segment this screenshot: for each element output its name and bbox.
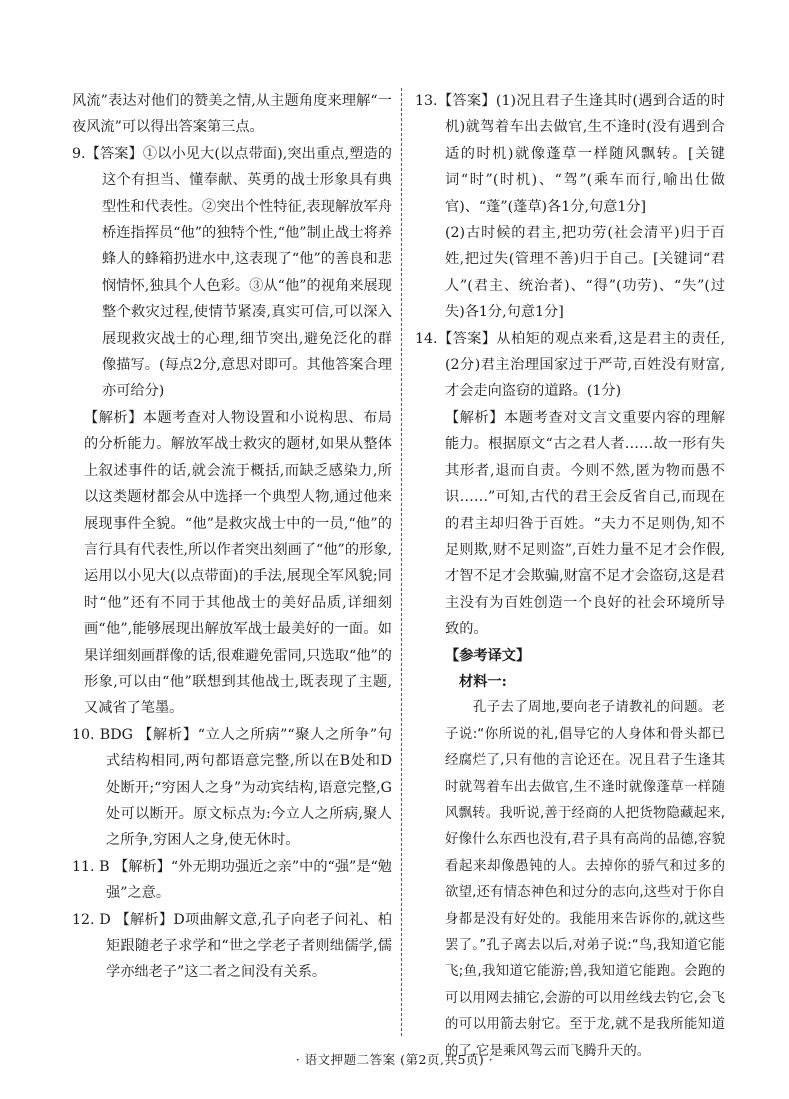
q11-answer: 11. B 【解析】“外无期功强近之亲”中的“强”是“勉强”之意。 bbox=[72, 858, 392, 902]
q13-answer-part1: 13.【答案】(1)况且君子生逢其时(遇到合适的时机)就驾着车出去做官,生不逢时(没有遇到合适的时机)就像蓬草一样随风飘转。[关键词“时”(时机)、“驾”(乘车而行,喻出仕做官)、“蓬”(蓬草)各1分,句意1分] bbox=[415, 93, 725, 215]
column-divider bbox=[401, 88, 402, 1036]
material-one-translation: 孔子去了周地,要向老子请教礼的问题。老子说:“你所说的礼,倡导它的人身体和骨头都已经腐烂了,只有他的言论还在。况且君子生逢其时就驾着车出去做官,生不逢时就像蓬草一样随风飘转。我听说,善于经商的人把货物隐藏起来,好像什么东西也没有,君子具有高尚的品德,容貌看起来却像愚钝的人。去掉你的骄气和过多的欲望,还有情态神色和过分的志向,这些对于你自身都是没有好处的。我能用来告诉你的,就这些罢了。”孔子离去以后,对弟子说:“鸟,我知道它能飞;鱼,我知道它能游;兽,我知道它能跑。会跑的可以用网去捕它,会游的可以用丝线去钓它,会飞的可以用箭去射它。至于龙,就不是我所能知道的了,它是乘风驾云而飞腾升天的。 bbox=[445, 700, 725, 1059]
q12-answer: 12. D 【解析】D项曲解文意,孔子向老子问礼、柏矩跟随老子求学和“世之学老子者则绌儒学,儒学亦绌老子”这二者之间没有关系。 bbox=[72, 911, 392, 981]
q8-analysis-tail: 风流”表达对他们的赞美之情,从主题角度来理解“一夜风流”可以得出答案第三点。 bbox=[72, 93, 392, 136]
translation-heading: 【参考译文】 bbox=[445, 647, 531, 664]
material-one-heading: 材料一: bbox=[459, 673, 507, 690]
right-column bbox=[415, 88, 725, 1065]
q10-answer: 10. BDG 【解析】“立人之所病”“聚人之所争”句式结构相同,两句都语意完整,所以在B处和D处断开;“穷困人之身”为动宾结构,语意完整,G处可以断开。原文标点为:今立人之所病,聚人之所争,穷困人之身,使无休时。 bbox=[72, 726, 392, 849]
page-footer: · 语文押题二答案 (第2页,共5页) · bbox=[295, 1052, 494, 1067]
left-column bbox=[72, 88, 392, 986]
q9-analysis: 【解析】本题考查对人物设置和小说构思、布局的分析能力。解放军战士救灾的题材,如果从整体上叙述事件的话,就会流于概括,而缺乏感染力,所以这类题材都会从中选择一个典型人物,通过他来展现事件全貌。“他”是救灾战士中的一员,“他”的言行具有代表性,所以作者突出刻画了“他”的形象,运用以小见大(以点带面)的手法,展现全军风貌;同时“他”还有不同于其他战士的美好品质,详细刻画“他”,能够展现出解放军战士最美好的一面。如果详细刻画群像的话,很难避免雷同,只选取“他”的形象,可以由“他”联想到其他战士,既表现了主题,又减省了笔墨。 bbox=[84, 409, 392, 717]
q14-answer: 14.【答案】从柏矩的观点来看,这是君主的责任,(2分)君主治理国家过于严苛,百姓没有财富,才会走向盗窃的道路。(1分) bbox=[415, 330, 725, 400]
q14-analysis: 【解析】本题考查对文言文重要内容的理解能力。根据原文“古之君人者……故一形有失其形者,退而自责。今则不然,匿为物而愚不识……”可知,古代的君王会反省自己,而现在的君主却归咎于百姓。“夫力不足则伪,知不足则欺,财不足则盗”,百姓力量不足才会作假,才智不足才会欺骗,财富不足才会盗窃,这是君主没有为百姓创造一个良好的社会环境所导致的。 bbox=[445, 409, 725, 638]
q13-answer-part2: (2)古时候的君主,把功劳(社会清平)归于百姓,把过失(管理不善)归于自己。[关键词“君人”(君主、统治者)、“得”(功劳)、“失”(过失)各1分,句意1分] bbox=[445, 225, 725, 321]
q9-answer: 9.【答案】①以小见大(以点带面),突出重点,塑造的这个有担当、懂奉献、英勇的战士形象具有典型性和代表性。②突出个性特征,表现解放军舟桥连指挥员“他”的独特个性,“他”制止战士将养蜂人的蜂箱扔进水中,这表现了“他”的善良和悲悯情怀,独具个人色彩。③从“他”的视角来展现整个救灾过程,使情节紧凑,真实可信,可以深入展现救灾战士的心理,细节突出,避免泛化的群像描写。(每点2分,意思对即可。其他答案合理亦可给分) bbox=[72, 145, 392, 400]
